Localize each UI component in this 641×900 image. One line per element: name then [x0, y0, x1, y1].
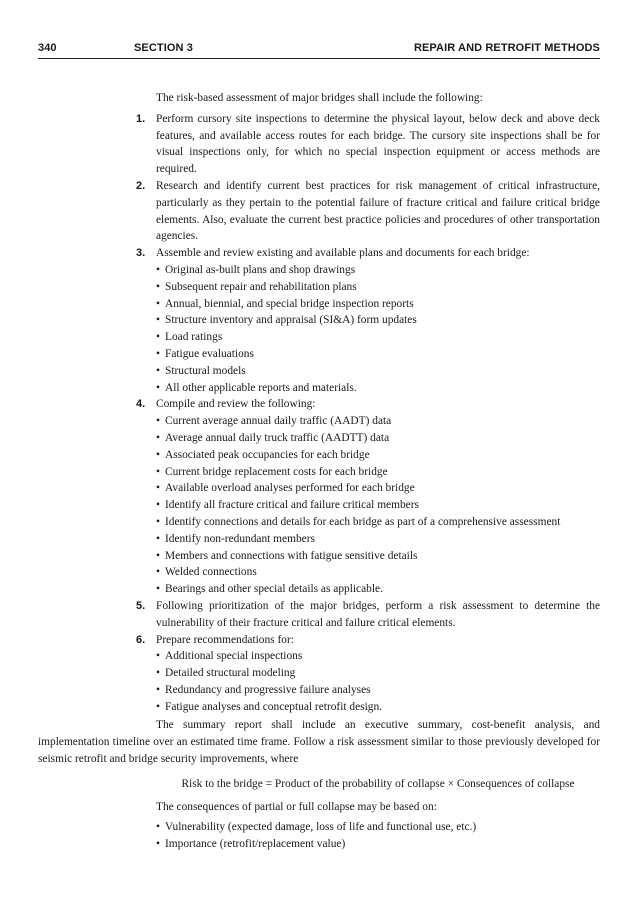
bullet-item: • Identify non-redundant members	[156, 531, 600, 548]
bullet-item: • Average annual daily truck traffic (AADTT) data	[156, 430, 600, 447]
section-label: SECTION 3	[134, 42, 193, 54]
list-item	[38, 245, 600, 396]
bullet-item: • Subsequent repair and rehabilitation plans	[156, 279, 600, 296]
consequences-list	[156, 819, 600, 853]
bullet-item: • Identify connections and details for each bridge as part of a comprehensive assessment	[156, 514, 600, 531]
bullet-item: • Load ratings	[156, 329, 600, 346]
bullet-item: • Original as-built plans and shop drawings	[156, 262, 600, 279]
item-number: 4.	[136, 398, 146, 411]
bullet-item: • Members and connections with fatigue sensitive details	[156, 548, 600, 565]
bullet-item: • Annual, biennial, and special bridge inspection reports	[156, 296, 600, 313]
item-text: Prepare recommendations for:	[156, 633, 294, 646]
bullet-list	[156, 413, 600, 598]
bullet-item: • Structural models	[156, 363, 600, 380]
page-number: 340	[38, 42, 57, 54]
bullet-item: • Bearings and other special details as applicable.	[156, 581, 600, 598]
intro-paragraph: The risk-based assessment of major bridges shall include the following:	[156, 92, 483, 104]
item-text: Compile and review the following:	[156, 398, 316, 411]
bullet-item: • Vulnerability (expected damage, loss of life and functional use, etc.)	[156, 819, 600, 836]
bullet-item: • Importance (retrofit/replacement value)	[156, 836, 600, 853]
bullet-item: • Associated peak occupancies for each bridge	[156, 447, 600, 464]
item-number: 5.	[136, 599, 146, 612]
bullet-item: • Identify all fracture critical and failure critical members	[156, 497, 600, 514]
item-number: 3.	[136, 247, 146, 260]
bullet-item: • Redundancy and progressive failure analyses	[156, 682, 600, 699]
bullet-list	[156, 262, 600, 396]
item-text: Research and identify current best practices for risk management of critical infrastructure, particularly as they pertain to the potential failure of fracture critical and failure critical bridge elements. Also, evaluate the current best practice policies and procedures of other transportation agencies.	[156, 179, 600, 243]
running-header	[38, 40, 600, 59]
summary-paragraph: The summary report shall include an executive summary, cost-benefit analysis, and implementation timeline over an estimated time frame. Follow a risk assessment similar to those previously developed for seismic retrofit and bridge security improvements, where	[38, 719, 600, 766]
bullet-item: • All other applicable reports and materials.	[156, 380, 600, 397]
bullet-item: • Detailed structural modeling	[156, 665, 600, 682]
item-text: Assemble and review existing and available plans and documents for each bridge:	[156, 247, 530, 260]
bullet-item: • Current bridge replacement costs for each bridge	[156, 464, 600, 481]
numbered-list	[38, 111, 600, 716]
bullet-list	[156, 648, 600, 715]
bullet-item: • Fatigue analyses and conceptual retrofit design.	[156, 699, 600, 716]
item-number: 6.	[136, 633, 146, 646]
bullet-item: • Additional special inspections	[156, 648, 600, 665]
list-item	[38, 598, 600, 632]
item-number: 1.	[136, 112, 146, 125]
consequences-intro: The consequences of partial or full collapse may be based on:	[156, 800, 437, 813]
body-text	[38, 90, 600, 853]
bullet-item: • Fatigue evaluations	[156, 346, 600, 363]
item-text: Perform cursory site inspections to determine the physical layout, below deck and above deck features, and available access routes for each bridge. The cursory site inspections shall be for visual inspections only, for which no special inspection equipment or access methods are required.	[156, 112, 600, 176]
bullet-item: • Structure inventory and appraisal (SI&A) form updates	[156, 312, 600, 329]
list-item	[38, 111, 600, 178]
chapter-title: REPAIR AND RETROFIT METHODS	[413, 42, 600, 54]
item-text: Following prioritization of the major bridges, perform a risk assessment to determine the vulnerability of their fracture critical and failure critical elements.	[156, 599, 600, 629]
bullet-item: • Current average annual daily traffic (AADT) data	[156, 413, 600, 430]
list-item	[38, 632, 600, 716]
risk-equation: Risk to the bridge = Product of the probability of collapse × Consequences of collapse	[181, 777, 575, 790]
bullet-item: • Welded connections	[156, 564, 600, 581]
item-number: 2.	[136, 179, 146, 192]
list-item	[38, 178, 600, 245]
bullet-item: • Available overload analyses performed for each bridge	[156, 480, 600, 497]
list-item	[38, 396, 600, 598]
